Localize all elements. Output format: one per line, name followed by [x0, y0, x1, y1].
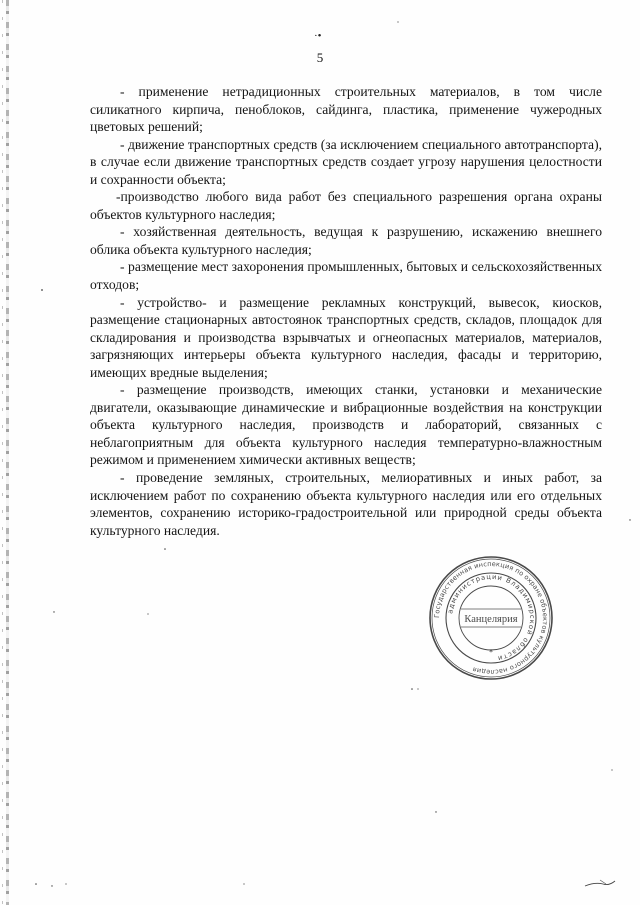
paragraph-economic-activity: - хозяйственная деятельность, ведущая к разрушению, искажению внешнего облика объекта культурного наследия; — [90, 224, 602, 257]
paragraph-nontraditional-materials: - применение нетрадиционных строительных материалов, в том числе силикатного кирпича, пеноблоков, сайдинга, пластика, применение чужеродных цветовых решений; — [90, 84, 602, 135]
scan-edge-artifact — [6, 0, 9, 905]
scan-edge-artifact-thin — [2, 0, 3, 905]
svg-text:администрации Владимирской обл: администрации Владимирской области — [446, 572, 537, 663]
svg-text:*: * — [489, 648, 493, 657]
paragraph-industrial-facilities: - размещение производств, имеющих станки, установки и механические двигатели, оказывающие динамические и вибрационные воздействия на конструкции объекта культурного наследия, производств и лабораторий, связанных с неблагоприятным для объекта культурного наследия температурно-влажностным режимом и применением химически активных веществ; — [90, 382, 602, 468]
paragraph-earthworks: - проведение земляных, строительных, мелиоративных и иных работ, за исключением работ по сохранению объекта культурного наследия или его отдельных элементов, сохранению историко-градостроительной или природной среды объекта культурного наследия. — [90, 470, 602, 538]
paragraph-vehicle-traffic: - движение транспортных средств (за исключением специального автотранспорта), в случае если движение транспортных средств создает угрозу нарушения целостности и сохранности объекта; — [90, 136, 602, 187]
scan-speck-mark: ·• — [314, 30, 322, 42]
office-stamp — [428, 555, 554, 681]
svg-text:Канцелярия: Канцелярия — [464, 614, 518, 625]
paragraph-advertising-structures: - устройство- и размещение рекламных конструкций, вывесок, киосков, размещение стационарных автостоянок транспортных средств, складов, площадок для складирования и производства взрывчатых и огнеопасных материалов, материалов, загрязняющих интерьеры объекта культурного наследия, фасады и территорию, имеющих вредные выделения; — [90, 294, 602, 380]
svg-text:Государственная инспекция по о: Государственная инспекция по охране объектов культурного наследия — [432, 559, 550, 677]
page-number: 5 — [316, 50, 324, 65]
document-body — [90, 83, 602, 539]
paragraph-works-without-permit: -производство любого вида работ без специального разрешения органа охраны объектов культурного наследия; — [90, 189, 602, 222]
paragraph-waste-disposal: - размещение мест захоронения промышленных, бытовых и сельскохозяйственных отходов; — [90, 259, 602, 293]
